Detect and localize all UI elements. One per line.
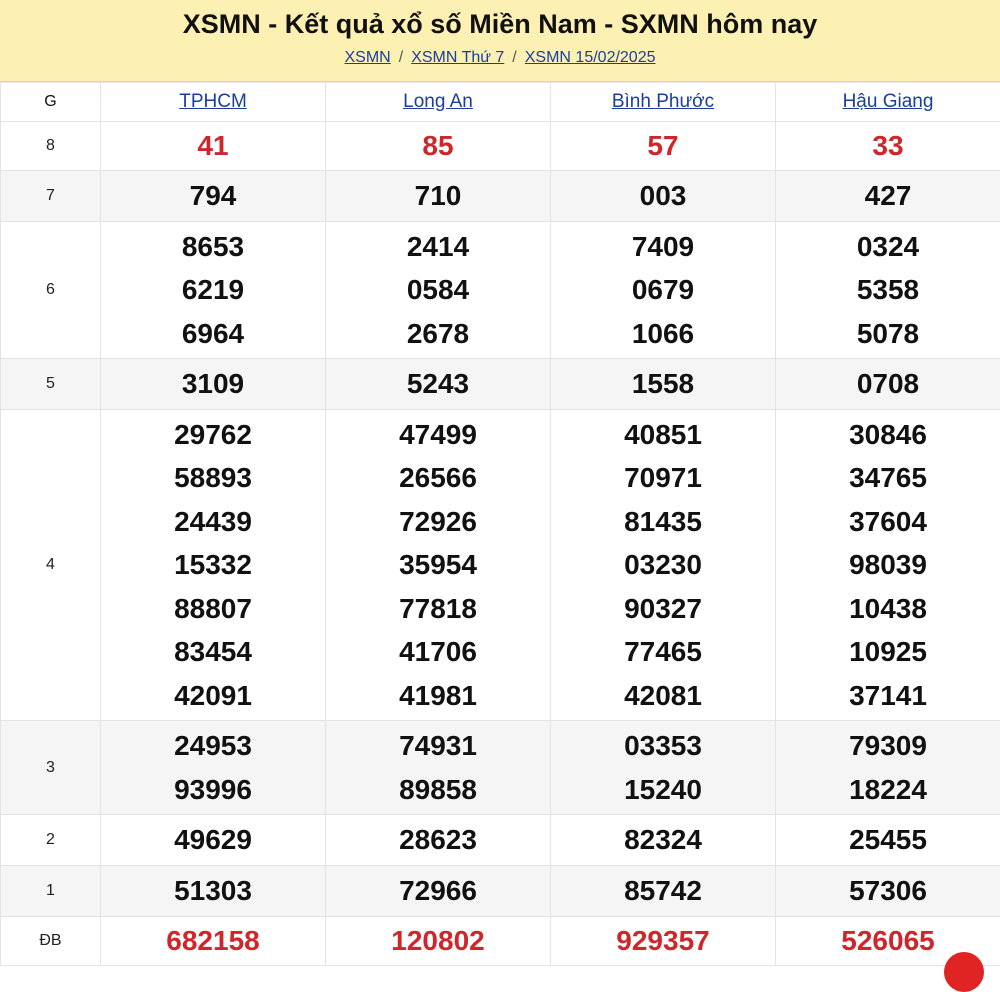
result-cell <box>776 410 1000 721</box>
result-number: 49629 <box>101 818 325 862</box>
result-number: 79309 <box>776 724 1000 768</box>
result-cell <box>776 222 1000 359</box>
result-cell <box>101 122 326 171</box>
result-number: 0584 <box>326 268 550 312</box>
page-title: XSMN - Kết quả xổ số Miền Nam - SXMN hôm nay <box>0 0 1000 39</box>
breadcrumb: XSMN / XSMN Thứ 7 / XSMN 15/02/2025 <box>0 49 1000 67</box>
result-number: 37141 <box>776 674 1000 718</box>
result-number: 0679 <box>551 268 775 312</box>
result-cell <box>551 866 776 917</box>
result-cell <box>101 410 326 721</box>
result-cell <box>326 410 551 721</box>
result-number: 3109 <box>101 362 325 406</box>
result-number: 41706 <box>326 630 550 674</box>
result-number: 15332 <box>101 543 325 587</box>
prize-label: 5 <box>1 359 101 410</box>
prize-row <box>1 222 1000 359</box>
page-header <box>0 0 1000 82</box>
prize-label: ĐB <box>1 917 101 966</box>
result-cell <box>776 721 1000 815</box>
result-number: 24439 <box>101 500 325 544</box>
prize-row <box>1 917 1000 966</box>
prize-row <box>1 866 1000 917</box>
result-cell <box>551 171 776 222</box>
prize-label: 2 <box>1 815 101 866</box>
result-number: 15240 <box>551 768 775 812</box>
prize-label: 3 <box>1 721 101 815</box>
result-number: 2414 <box>326 225 550 269</box>
result-number: 89858 <box>326 768 550 812</box>
result-number: 03353 <box>551 724 775 768</box>
result-cell <box>776 359 1000 410</box>
result-number: 10438 <box>776 587 1000 631</box>
province-header-binh-phuoc <box>551 83 776 122</box>
result-number: 37604 <box>776 500 1000 544</box>
result-number: 6964 <box>101 312 325 356</box>
result-number: 5243 <box>326 362 550 406</box>
province-link[interactable]: TPHCM <box>179 91 247 112</box>
result-number: 5358 <box>776 268 1000 312</box>
province-header-long-an <box>326 83 551 122</box>
result-cell <box>551 122 776 171</box>
result-cell <box>326 122 551 171</box>
result-number: 93996 <box>101 768 325 812</box>
result-cell <box>551 815 776 866</box>
result-cell <box>551 410 776 721</box>
result-number: 98039 <box>776 543 1000 587</box>
result-number: 41981 <box>326 674 550 718</box>
result-number: 26566 <box>326 456 550 500</box>
result-number: 47499 <box>326 413 550 457</box>
result-cell <box>101 917 326 966</box>
result-number: 58893 <box>101 456 325 500</box>
result-number: 929357 <box>551 919 775 963</box>
result-cell <box>551 721 776 815</box>
result-number: 77818 <box>326 587 550 631</box>
result-cell <box>101 866 326 917</box>
result-number: 35954 <box>326 543 550 587</box>
result-number: 30846 <box>776 413 1000 457</box>
result-number: 74931 <box>326 724 550 768</box>
result-number: 85742 <box>551 869 775 913</box>
result-cell <box>776 171 1000 222</box>
result-number: 8653 <box>101 225 325 269</box>
result-number: 41 <box>101 124 325 168</box>
result-number: 710 <box>326 174 550 218</box>
result-cell <box>551 359 776 410</box>
result-number: 6219 <box>101 268 325 312</box>
result-cell <box>776 815 1000 866</box>
result-number: 526065 <box>776 919 1000 963</box>
result-cell <box>101 359 326 410</box>
result-number: 25455 <box>776 818 1000 862</box>
prize-label: 4 <box>1 410 101 721</box>
result-number: 03230 <box>551 543 775 587</box>
result-cell <box>101 721 326 815</box>
result-cell <box>326 866 551 917</box>
province-header-hau-giang <box>776 83 1000 122</box>
province-header-tphcm <box>101 83 326 122</box>
chat-bubble-icon[interactable] <box>944 952 984 992</box>
prize-label: 8 <box>1 122 101 171</box>
result-cell <box>326 222 551 359</box>
result-cell <box>326 171 551 222</box>
result-number: 1066 <box>551 312 775 356</box>
result-number: 57306 <box>776 869 1000 913</box>
prize-row <box>1 359 1000 410</box>
result-number: 72926 <box>326 500 550 544</box>
result-cell <box>776 122 1000 171</box>
result-number: 42081 <box>551 674 775 718</box>
result-number: 682158 <box>101 919 325 963</box>
result-cell <box>551 222 776 359</box>
result-number: 003 <box>551 174 775 218</box>
province-link[interactable]: Bình Phước <box>612 91 714 112</box>
prize-column-header: G <box>1 83 101 122</box>
prize-row <box>1 815 1000 866</box>
result-number: 57 <box>551 124 775 168</box>
result-number: 70971 <box>551 456 775 500</box>
result-number: 427 <box>776 174 1000 218</box>
result-cell <box>101 222 326 359</box>
result-cell <box>101 171 326 222</box>
result-number: 33 <box>776 124 1000 168</box>
result-number: 5078 <box>776 312 1000 356</box>
result-number: 28623 <box>326 818 550 862</box>
breadcrumb-xsmn-date[interactable]: XSMN 15/02/2025 <box>525 49 656 66</box>
results-table <box>0 82 1000 966</box>
result-number: 120802 <box>326 919 550 963</box>
result-number: 794 <box>101 174 325 218</box>
result-number: 51303 <box>101 869 325 913</box>
breadcrumb-xsmn[interactable]: XSMN <box>345 49 391 66</box>
result-number: 0708 <box>776 362 1000 406</box>
prize-label: 6 <box>1 222 101 359</box>
result-number: 82324 <box>551 818 775 862</box>
result-number: 2678 <box>326 312 550 356</box>
result-number: 18224 <box>776 768 1000 812</box>
result-number: 7409 <box>551 225 775 269</box>
breadcrumb-xsmn-thu7[interactable]: XSMN Thứ 7 <box>411 49 504 66</box>
result-cell <box>101 815 326 866</box>
result-cell <box>326 721 551 815</box>
result-number: 40851 <box>551 413 775 457</box>
prize-label: 1 <box>1 866 101 917</box>
result-number: 42091 <box>101 674 325 718</box>
result-number: 1558 <box>551 362 775 406</box>
result-number: 77465 <box>551 630 775 674</box>
province-link[interactable]: Long An <box>403 91 473 112</box>
result-number: 85 <box>326 124 550 168</box>
result-cell <box>551 917 776 966</box>
result-number: 88807 <box>101 587 325 631</box>
result-number: 0324 <box>776 225 1000 269</box>
result-number: 34765 <box>776 456 1000 500</box>
result-number: 10925 <box>776 630 1000 674</box>
prize-row <box>1 122 1000 171</box>
result-cell <box>326 917 551 966</box>
prize-row <box>1 171 1000 222</box>
result-number: 24953 <box>101 724 325 768</box>
result-number: 72966 <box>326 869 550 913</box>
result-number: 90327 <box>551 587 775 631</box>
prize-row <box>1 721 1000 815</box>
result-number: 29762 <box>101 413 325 457</box>
result-number: 83454 <box>101 630 325 674</box>
prize-label: 7 <box>1 171 101 222</box>
result-cell <box>326 815 551 866</box>
prize-row <box>1 410 1000 721</box>
province-link[interactable]: Hậu Giang <box>843 91 934 112</box>
result-cell <box>776 866 1000 917</box>
result-number: 81435 <box>551 500 775 544</box>
result-cell <box>326 359 551 410</box>
